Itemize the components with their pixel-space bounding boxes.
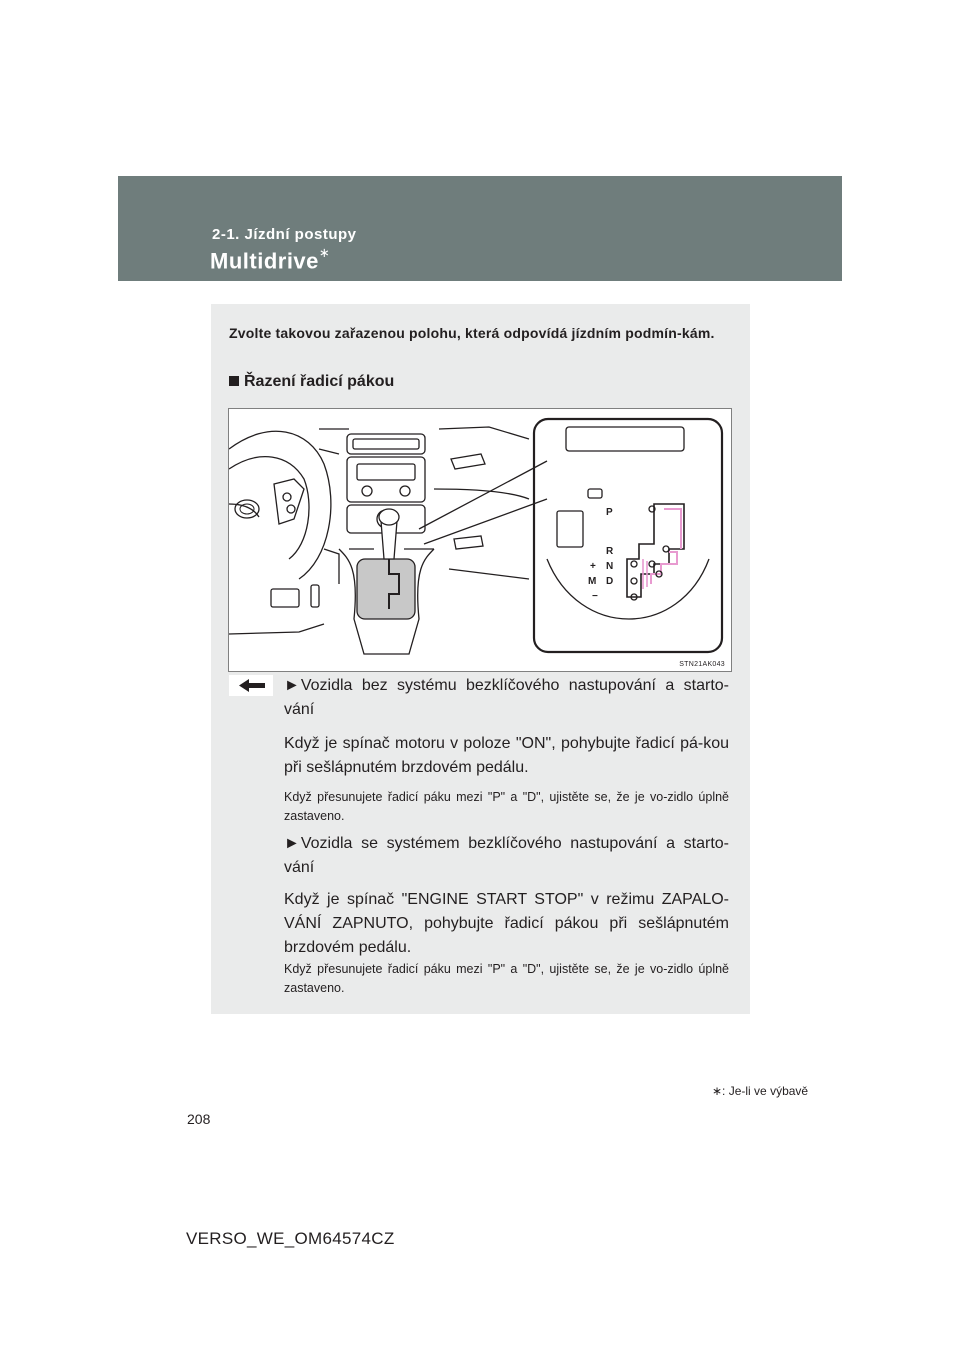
- gear-label-d: D: [606, 576, 614, 587]
- dashboard-illustration: [229, 409, 732, 672]
- section-label: 2-1. Jízdní postupy: [212, 226, 357, 243]
- gear-label-m: M: [588, 576, 597, 587]
- item-keyless-absent-note: [284, 788, 729, 826]
- content-panel: [211, 304, 750, 1014]
- triangle-bullet-icon: ►: [284, 835, 300, 852]
- condition-heading: [284, 832, 729, 880]
- left-arrow-icon: [229, 675, 273, 696]
- arrow-marker: [229, 675, 273, 696]
- gear-label-n: N: [606, 561, 614, 572]
- item-keyless-absent-body: [284, 732, 729, 780]
- item-keyless-absent: [284, 674, 729, 722]
- document-code: VERSO_WE_OM64574CZ: [186, 1229, 395, 1248]
- note-text: Když přesunujete řadicí páku mezi "P" a "D", ujistěte se, že je vo-zidlo úplně zastaveno.: [284, 962, 729, 995]
- chapter-header: [118, 176, 842, 281]
- shift-lever-illustration: [228, 408, 732, 672]
- gear-label-r: R: [606, 546, 614, 557]
- page-title: [210, 245, 331, 274]
- page-title-text: Multidrive: [210, 248, 319, 274]
- note-text: Když přesunujete řadicí páku mezi "P" a "D", ujistěte se, že je vo-zidlo úplně zastaveno.: [284, 790, 729, 823]
- item-keyless-present-body: [284, 888, 729, 960]
- condition-text: Vozidla bez systému bezklíčového nastupování a starto-vání: [284, 677, 729, 718]
- gear-label-plus: +: [590, 561, 596, 572]
- gear-label-minus: −: [592, 591, 598, 602]
- page-number: 208: [187, 1111, 211, 1127]
- instruction-text: Když je spínač "ENGINE START STOP" v režimu ZAPALO-VÁNÍ ZAPNUTO, pohybujte řadicí pákou při sešlápnutém brzdovém pedálu.: [284, 891, 729, 956]
- footnote: ∗: Je-li ve výbavě: [712, 1084, 809, 1098]
- instruction-text: Když je spínač motoru v poloze "ON", pohybujte řadicí pá-kou při sešlápnutém brzdovém pedálu.: [284, 735, 729, 776]
- condition-heading: [284, 674, 729, 722]
- square-bullet-icon: [229, 376, 239, 386]
- item-keyless-present-note: [284, 960, 729, 998]
- figure-code: STN21AK043: [679, 661, 725, 668]
- subheading-text: Řazení řadicí pákou: [244, 373, 395, 390]
- item-keyless-present: [284, 832, 729, 880]
- subheading: [229, 373, 394, 391]
- triangle-bullet-icon: ►: [284, 677, 300, 694]
- optional-equipment-mark: ∗: [318, 245, 331, 260]
- intro-text: Zvolte takovou zařazenou polohu, která odpovídá jízdním podmín-kám.: [229, 325, 715, 341]
- condition-text: Vozidla se systémem bezklíčového nastupování a starto-vání: [284, 835, 729, 876]
- gear-label-p: P: [606, 507, 613, 518]
